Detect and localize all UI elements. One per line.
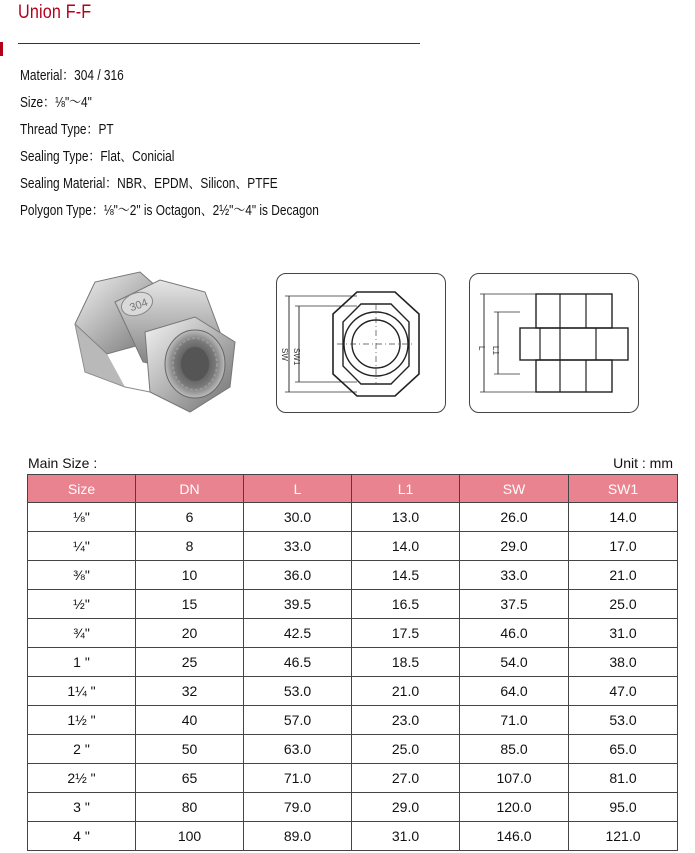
table-cell: 40 bbox=[136, 706, 244, 735]
table-cell: 25 bbox=[136, 648, 244, 677]
table-cell: 100 bbox=[136, 822, 244, 851]
front-view-diagram bbox=[276, 273, 446, 413]
spec-material bbox=[20, 64, 319, 91]
table-cell: 4 " bbox=[28, 822, 136, 851]
spec-value: NBR、EPDM、Silicon、PTFE bbox=[117, 176, 278, 192]
table-cell: 23.0 bbox=[352, 706, 460, 735]
table-cell: 80 bbox=[136, 793, 244, 822]
spec-value: PT bbox=[98, 122, 114, 138]
table-cell: 25.0 bbox=[352, 735, 460, 764]
col-header-sw1: SW1 bbox=[569, 475, 678, 503]
table-cell: 79.0 bbox=[244, 793, 352, 822]
table-cell: 71.0 bbox=[460, 706, 569, 735]
table-cell: 53.0 bbox=[244, 677, 352, 706]
table-row bbox=[28, 648, 678, 677]
spec-list bbox=[20, 64, 385, 226]
col-header-sw: SW bbox=[460, 475, 569, 503]
table-cell: 8 bbox=[136, 532, 244, 561]
table-cell: 25.0 bbox=[569, 590, 678, 619]
table-cell: 50 bbox=[136, 735, 244, 764]
table-row bbox=[28, 503, 678, 532]
table-cell: 42.5 bbox=[244, 619, 352, 648]
table-cell: 14.0 bbox=[569, 503, 678, 532]
table-cell: ¼" bbox=[28, 532, 136, 561]
spec-value: 304 / 316 bbox=[74, 68, 124, 84]
table-cell: 46.5 bbox=[244, 648, 352, 677]
table-cell: 47.0 bbox=[569, 677, 678, 706]
table-cell: 107.0 bbox=[460, 764, 569, 793]
table-cell: 14.5 bbox=[352, 561, 460, 590]
table-cell: 81.0 bbox=[569, 764, 678, 793]
spec-label: Polygon Type： bbox=[20, 203, 104, 219]
table-cell: 14.0 bbox=[352, 532, 460, 561]
table-cell: 65.0 bbox=[569, 735, 678, 764]
label-l1: L1 bbox=[491, 346, 500, 355]
table-row bbox=[28, 735, 678, 764]
table-cell: 26.0 bbox=[460, 503, 569, 532]
table-cell: 85.0 bbox=[460, 735, 569, 764]
spec-label: Sealing Material： bbox=[20, 176, 118, 192]
table-cell: 2½ " bbox=[28, 764, 136, 793]
table-cell: 1 " bbox=[28, 648, 136, 677]
table-cell: 17.5 bbox=[352, 619, 460, 648]
table-cell: 1½ " bbox=[28, 706, 136, 735]
col-header-size: Size bbox=[28, 475, 136, 503]
table-cell: 36.0 bbox=[244, 561, 352, 590]
table-cell: 21.0 bbox=[352, 677, 460, 706]
table-cell: 121.0 bbox=[569, 822, 678, 851]
col-header-l1: L1 bbox=[352, 475, 460, 503]
spec-label: Sealing Type： bbox=[20, 149, 101, 165]
label-l: L bbox=[477, 346, 486, 351]
title-accent-bar bbox=[0, 42, 3, 56]
table-cell: 1¼ " bbox=[28, 677, 136, 706]
label-sw1: SW1 bbox=[292, 348, 301, 366]
spec-value: ⅛"～2" is Octagon、2½"～4" is Decagon bbox=[103, 203, 319, 219]
table-cell: 27.0 bbox=[352, 764, 460, 793]
spec-label: Material： bbox=[20, 68, 75, 84]
table-row bbox=[28, 706, 678, 735]
table-cell: 29.0 bbox=[460, 532, 569, 561]
col-header-l: L bbox=[244, 475, 352, 503]
table-cell: 33.0 bbox=[244, 532, 352, 561]
table-cell: 31.0 bbox=[352, 822, 460, 851]
table-cell: 53.0 bbox=[569, 706, 678, 735]
table-cell: 120.0 bbox=[460, 793, 569, 822]
spec-value: ⅛"～4" bbox=[55, 95, 92, 111]
table-header-row bbox=[28, 475, 678, 503]
product-photo bbox=[55, 262, 245, 427]
table-cell: 89.0 bbox=[244, 822, 352, 851]
title-divider bbox=[18, 43, 420, 44]
label-sw: SW bbox=[280, 348, 289, 361]
table-cell: 18.5 bbox=[352, 648, 460, 677]
table-row bbox=[28, 793, 678, 822]
table-cell: 32 bbox=[136, 677, 244, 706]
table-cell: 13.0 bbox=[352, 503, 460, 532]
spec-label: Thread Type： bbox=[20, 122, 99, 138]
spec-polygon-type bbox=[20, 199, 319, 226]
table-row bbox=[28, 561, 678, 590]
table-row bbox=[28, 764, 678, 793]
table-cell: 64.0 bbox=[460, 677, 569, 706]
spec-size bbox=[20, 91, 319, 118]
table-caption: Main Size : bbox=[28, 455, 98, 471]
col-header-dn: DN bbox=[136, 475, 244, 503]
table-row bbox=[28, 532, 678, 561]
table-cell: 46.0 bbox=[460, 619, 569, 648]
size-table bbox=[27, 474, 678, 851]
table-cell: 20 bbox=[136, 619, 244, 648]
spec-thread-type bbox=[20, 118, 319, 145]
table-cell: 57.0 bbox=[244, 706, 352, 735]
table-cell: 95.0 bbox=[569, 793, 678, 822]
unit-label: Unit : mm bbox=[613, 455, 673, 471]
table-row bbox=[28, 822, 678, 851]
table-cell: 39.5 bbox=[244, 590, 352, 619]
table-row bbox=[28, 619, 678, 648]
table-cell: 65 bbox=[136, 764, 244, 793]
table-cell: 146.0 bbox=[460, 822, 569, 851]
table-cell: 37.5 bbox=[460, 590, 569, 619]
table-cell: 15 bbox=[136, 590, 244, 619]
spec-sealing-material bbox=[20, 172, 319, 199]
table-cell: 2 " bbox=[28, 735, 136, 764]
table-cell: ⅜" bbox=[28, 561, 136, 590]
table-cell: 30.0 bbox=[244, 503, 352, 532]
table-cell: 6 bbox=[136, 503, 244, 532]
side-view-diagram bbox=[469, 273, 639, 413]
table-cell: 38.0 bbox=[569, 648, 678, 677]
table-cell: 16.5 bbox=[352, 590, 460, 619]
table-cell: ½" bbox=[28, 590, 136, 619]
table-row bbox=[28, 677, 678, 706]
table-cell: 63.0 bbox=[244, 735, 352, 764]
table-cell: 3 " bbox=[28, 793, 136, 822]
product-stamp: 304 bbox=[128, 296, 150, 315]
table-cell: 17.0 bbox=[569, 532, 678, 561]
table-cell: 71.0 bbox=[244, 764, 352, 793]
table-cell: 29.0 bbox=[352, 793, 460, 822]
table-cell: 21.0 bbox=[569, 561, 678, 590]
spec-value: Flat、Conicial bbox=[100, 149, 175, 165]
table-cell: 10 bbox=[136, 561, 244, 590]
table-cell: ⅛" bbox=[28, 503, 136, 532]
spec-sealing-type bbox=[20, 145, 319, 172]
table-cell: 54.0 bbox=[460, 648, 569, 677]
table-row bbox=[28, 590, 678, 619]
table-cell: 31.0 bbox=[569, 619, 678, 648]
table-cell: ¾" bbox=[28, 619, 136, 648]
table-cell: 33.0 bbox=[460, 561, 569, 590]
page-title: Union F-F bbox=[18, 2, 92, 23]
spec-label: Size： bbox=[20, 95, 56, 111]
